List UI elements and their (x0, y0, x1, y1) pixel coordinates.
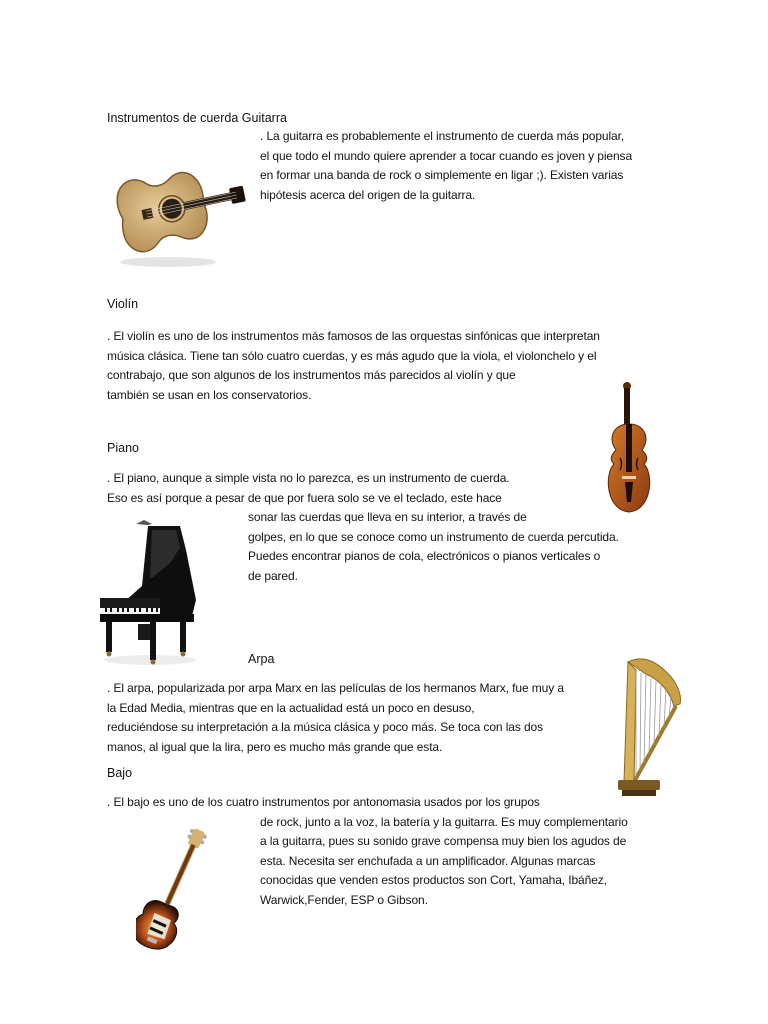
harp-image (588, 652, 698, 804)
paragraph-line: también se usan en los conservatorios. (107, 387, 312, 402)
paragraph-line: . El arpa, popularizada por arpa Marx en las películas de los hermanos Marx, fue muy a (107, 681, 564, 695)
bass-guitar-image (136, 824, 216, 962)
paragraph-line: el que todo el mundo quiere aprender a tocar cuando es joven y piensa (260, 148, 633, 163)
paragraph-line: . El violín es uno de los instrumentos más famosos de las orquestas sinfónicas que interpretan (107, 329, 600, 343)
heading-bajo: Bajo (107, 766, 133, 780)
heading-piano: Piano (107, 441, 139, 455)
paragraph-line: hipótesis acerca del origen de la guitarra. (260, 187, 476, 202)
paragraph-line: . El bajo es uno de los cuatro instrumentos por antonomasia usados por los grupos (107, 795, 540, 809)
paragraph-line: . El piano, aunque a simple vista no lo parezca, es un instrumento de cuerda. (107, 471, 510, 485)
paragraph-line: de pared. (248, 568, 298, 583)
heading-guitarra: Instrumentos de cuerda Guitarra (107, 111, 287, 125)
paragraph-line: en formar una banda de rock o simplemente en ligar ;). Existen varias (260, 168, 624, 182)
paragraph-line: a la guitarra, pues su sonido grave compensa muy bien los agudos de (260, 834, 627, 848)
paragraph-line: contrabajo, que son algunos de los instrumentos más parecidos al violín y que (107, 368, 516, 382)
paragraph-line: Warwick,Fender, ESP o Gibson. (260, 892, 428, 907)
paragraph-line: conocidas que venden estos productos son Cort, Yamaha, Ibáñez, (260, 873, 607, 887)
paragraph-line: reduciéndose su interpretación a la música clásica y poco más. Se toca con las dos (107, 720, 544, 734)
paragraph-line: de rock, junto a la voz, la batería y la guitarra. Es muy complementario (260, 814, 628, 829)
paragraph-line: sonar las cuerdas que lleva en su interior, a través de (248, 510, 527, 524)
heading-violin: Violín (107, 297, 139, 311)
paragraph-line: música clásica. Tiene tan sólo cuatro cuerdas, y es más agudo que la viola, el violonchelo y el (107, 348, 597, 363)
grand-piano-image (96, 520, 202, 670)
paragraph-line: Eso es así porque a pesar de que por fuera solo se ve el teclado, este hace (107, 490, 502, 505)
paragraph-line: . La guitarra es probablemente el instrumento de cuerda más popular, (260, 129, 625, 143)
paragraph-line: esta. Necesita ser enchufada a un amplificador. Algunas marcas (260, 853, 596, 868)
paragraph-line: la Edad Media, mientras que en la actualidad está un poco en desuso, (107, 700, 475, 715)
violin-image (598, 378, 660, 518)
paragraph-line: Puedes encontrar pianos de cola, electrónicos o pianos verticales o (248, 549, 601, 563)
paragraph-line: manos, al igual que la lira, pero es mucho más grande que esta. (107, 739, 443, 754)
paragraph-line: golpes, en lo que se conoce como un instrumento de cuerda percutida. (248, 529, 619, 544)
guitar-image (106, 150, 248, 272)
heading-arpa: Arpa (248, 652, 275, 666)
